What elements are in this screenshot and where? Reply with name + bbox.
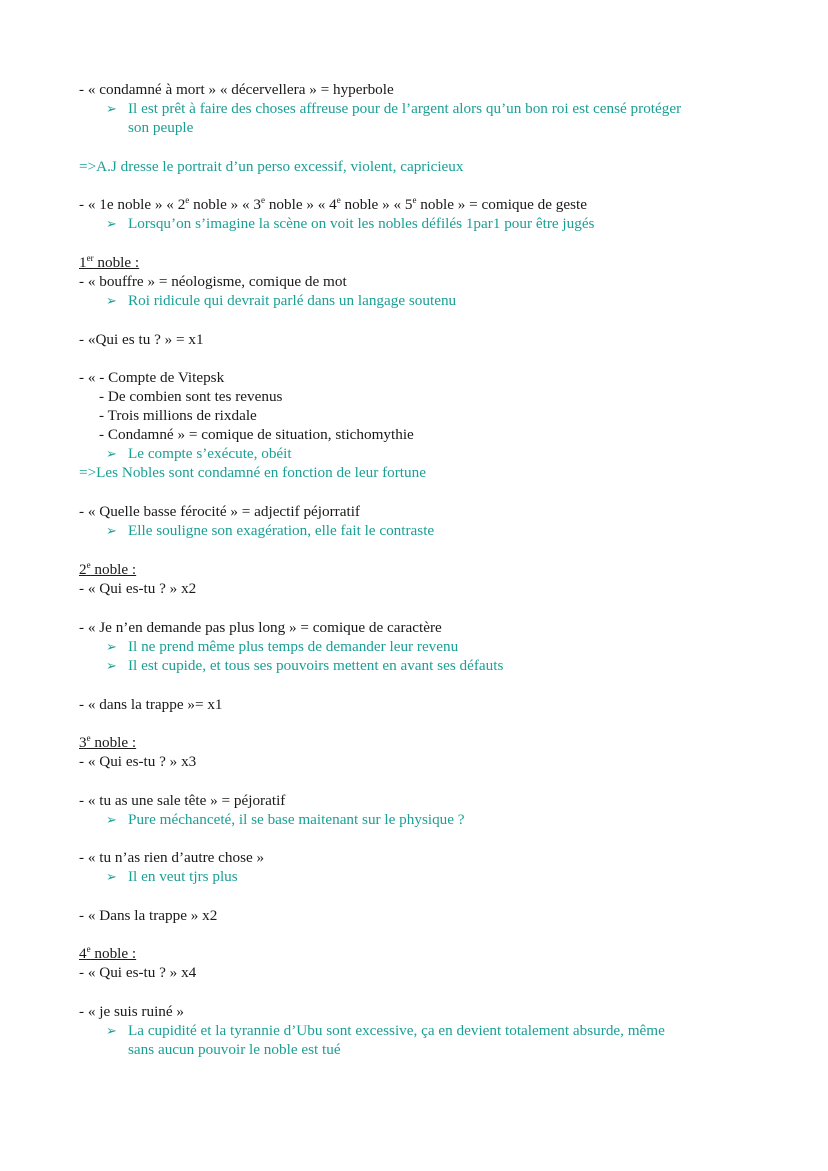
bullet-line: ➢ Pure méchanceté, il se base maitenant sur le physique ? — [106, 811, 465, 828]
text-line: - Condamné » = comique de situation, stichomythie — [99, 426, 414, 443]
conclusion-line: =>Les Nobles sont condamné en fonction de leur fortune — [79, 464, 426, 481]
bullet-line: ➢ Roi ridicule qui devrait parlé dans un langage soutenu — [106, 292, 457, 309]
text-line: - « Dans la trappe » x2 — [79, 907, 218, 924]
text-line: - « tu n’as rien d’autre chose » — [79, 849, 265, 866]
text-line: - « tu as une sale tête » = péjoratif — [79, 792, 286, 809]
arrow-bullet-icon: ➢ — [106, 640, 117, 655]
text-line: - « Je n’en demande pas plus long » = comique de caractère — [79, 619, 442, 636]
section-heading: 4e noble : — [79, 944, 137, 962]
arrow-bullet-icon: ➢ — [106, 294, 117, 309]
bullet-line: ➢ La cupidité et la tyrannie d’Ubu sont excessive, ça en devient totalement absurde, même — [106, 1022, 665, 1039]
conclusion-line: =>A.J dresse le portrait d’un perso excessif, violent, capricieux — [79, 158, 464, 175]
section-heading: 1er noble : — [79, 253, 140, 271]
bullet-line: ➢ Il est prêt à faire des choses affreuse pour de l’argent alors qu’un bon roi est censé protéger — [106, 100, 682, 117]
text-line: - « Qui es-tu ? » x2 — [79, 580, 197, 597]
text-line: - De combien sont tes revenus — [99, 388, 283, 405]
text-line: - « Qui es-tu ? » x4 — [79, 964, 197, 981]
arrow-bullet-icon: ➢ — [106, 870, 117, 885]
bullet-line: ➢ Le compte s’exécute, obéit — [106, 445, 292, 462]
text-line: - Trois millions de rixdale — [99, 407, 257, 424]
text-line: - « Quelle basse férocité » = adjectif péjorratif — [79, 503, 360, 520]
text-line: - « 1e noble » « 2e noble » « 3e noble » « 4e noble » « 5e noble » = comique de geste — [79, 195, 587, 213]
text-line: - « dans la trappe »= x1 — [79, 696, 223, 713]
bullet-line: ➢ Il est cupide, et tous ses pouvoirs mettent en avant ses défauts — [106, 657, 504, 674]
text-line: - « condamné à mort » « décervellera » = hyperbole — [79, 81, 394, 98]
text-line: - « - Compte de Vitepsk — [79, 369, 225, 386]
bullet-line: ➢ Lorsqu’on s’imagine la scène on voit les nobles défilés 1par1 pour être jugés — [106, 215, 595, 232]
text-line: sans aucun pouvoir le noble est tué — [128, 1041, 341, 1058]
text-line: - « Qui es-tu ? » x3 — [79, 753, 197, 770]
arrow-bullet-icon: ➢ — [106, 217, 117, 232]
section-heading: 2e noble : — [79, 560, 137, 578]
arrow-bullet-icon: ➢ — [106, 102, 117, 117]
bullet-line: ➢ Elle souligne son exagération, elle fait le contraste — [106, 522, 435, 539]
text-line: - «Qui es tu ? » = x1 — [79, 331, 204, 348]
arrow-bullet-icon: ➢ — [106, 1024, 117, 1039]
bullet-line: ➢ Il ne prend même plus temps de demander leur revenu — [106, 638, 459, 655]
arrow-bullet-icon: ➢ — [106, 447, 117, 462]
text-line: son peuple — [128, 119, 194, 136]
arrow-bullet-icon: ➢ — [106, 659, 117, 674]
section-heading: 3e noble : — [79, 733, 137, 751]
bullet-line: ➢ Il en veut tjrs plus — [106, 868, 238, 885]
text-line: - « bouffre » = néologisme, comique de mot — [79, 273, 347, 290]
text-line: - « je suis ruiné » — [79, 1003, 185, 1020]
arrow-bullet-icon: ➢ — [106, 524, 117, 539]
arrow-bullet-icon: ➢ — [106, 813, 117, 828]
